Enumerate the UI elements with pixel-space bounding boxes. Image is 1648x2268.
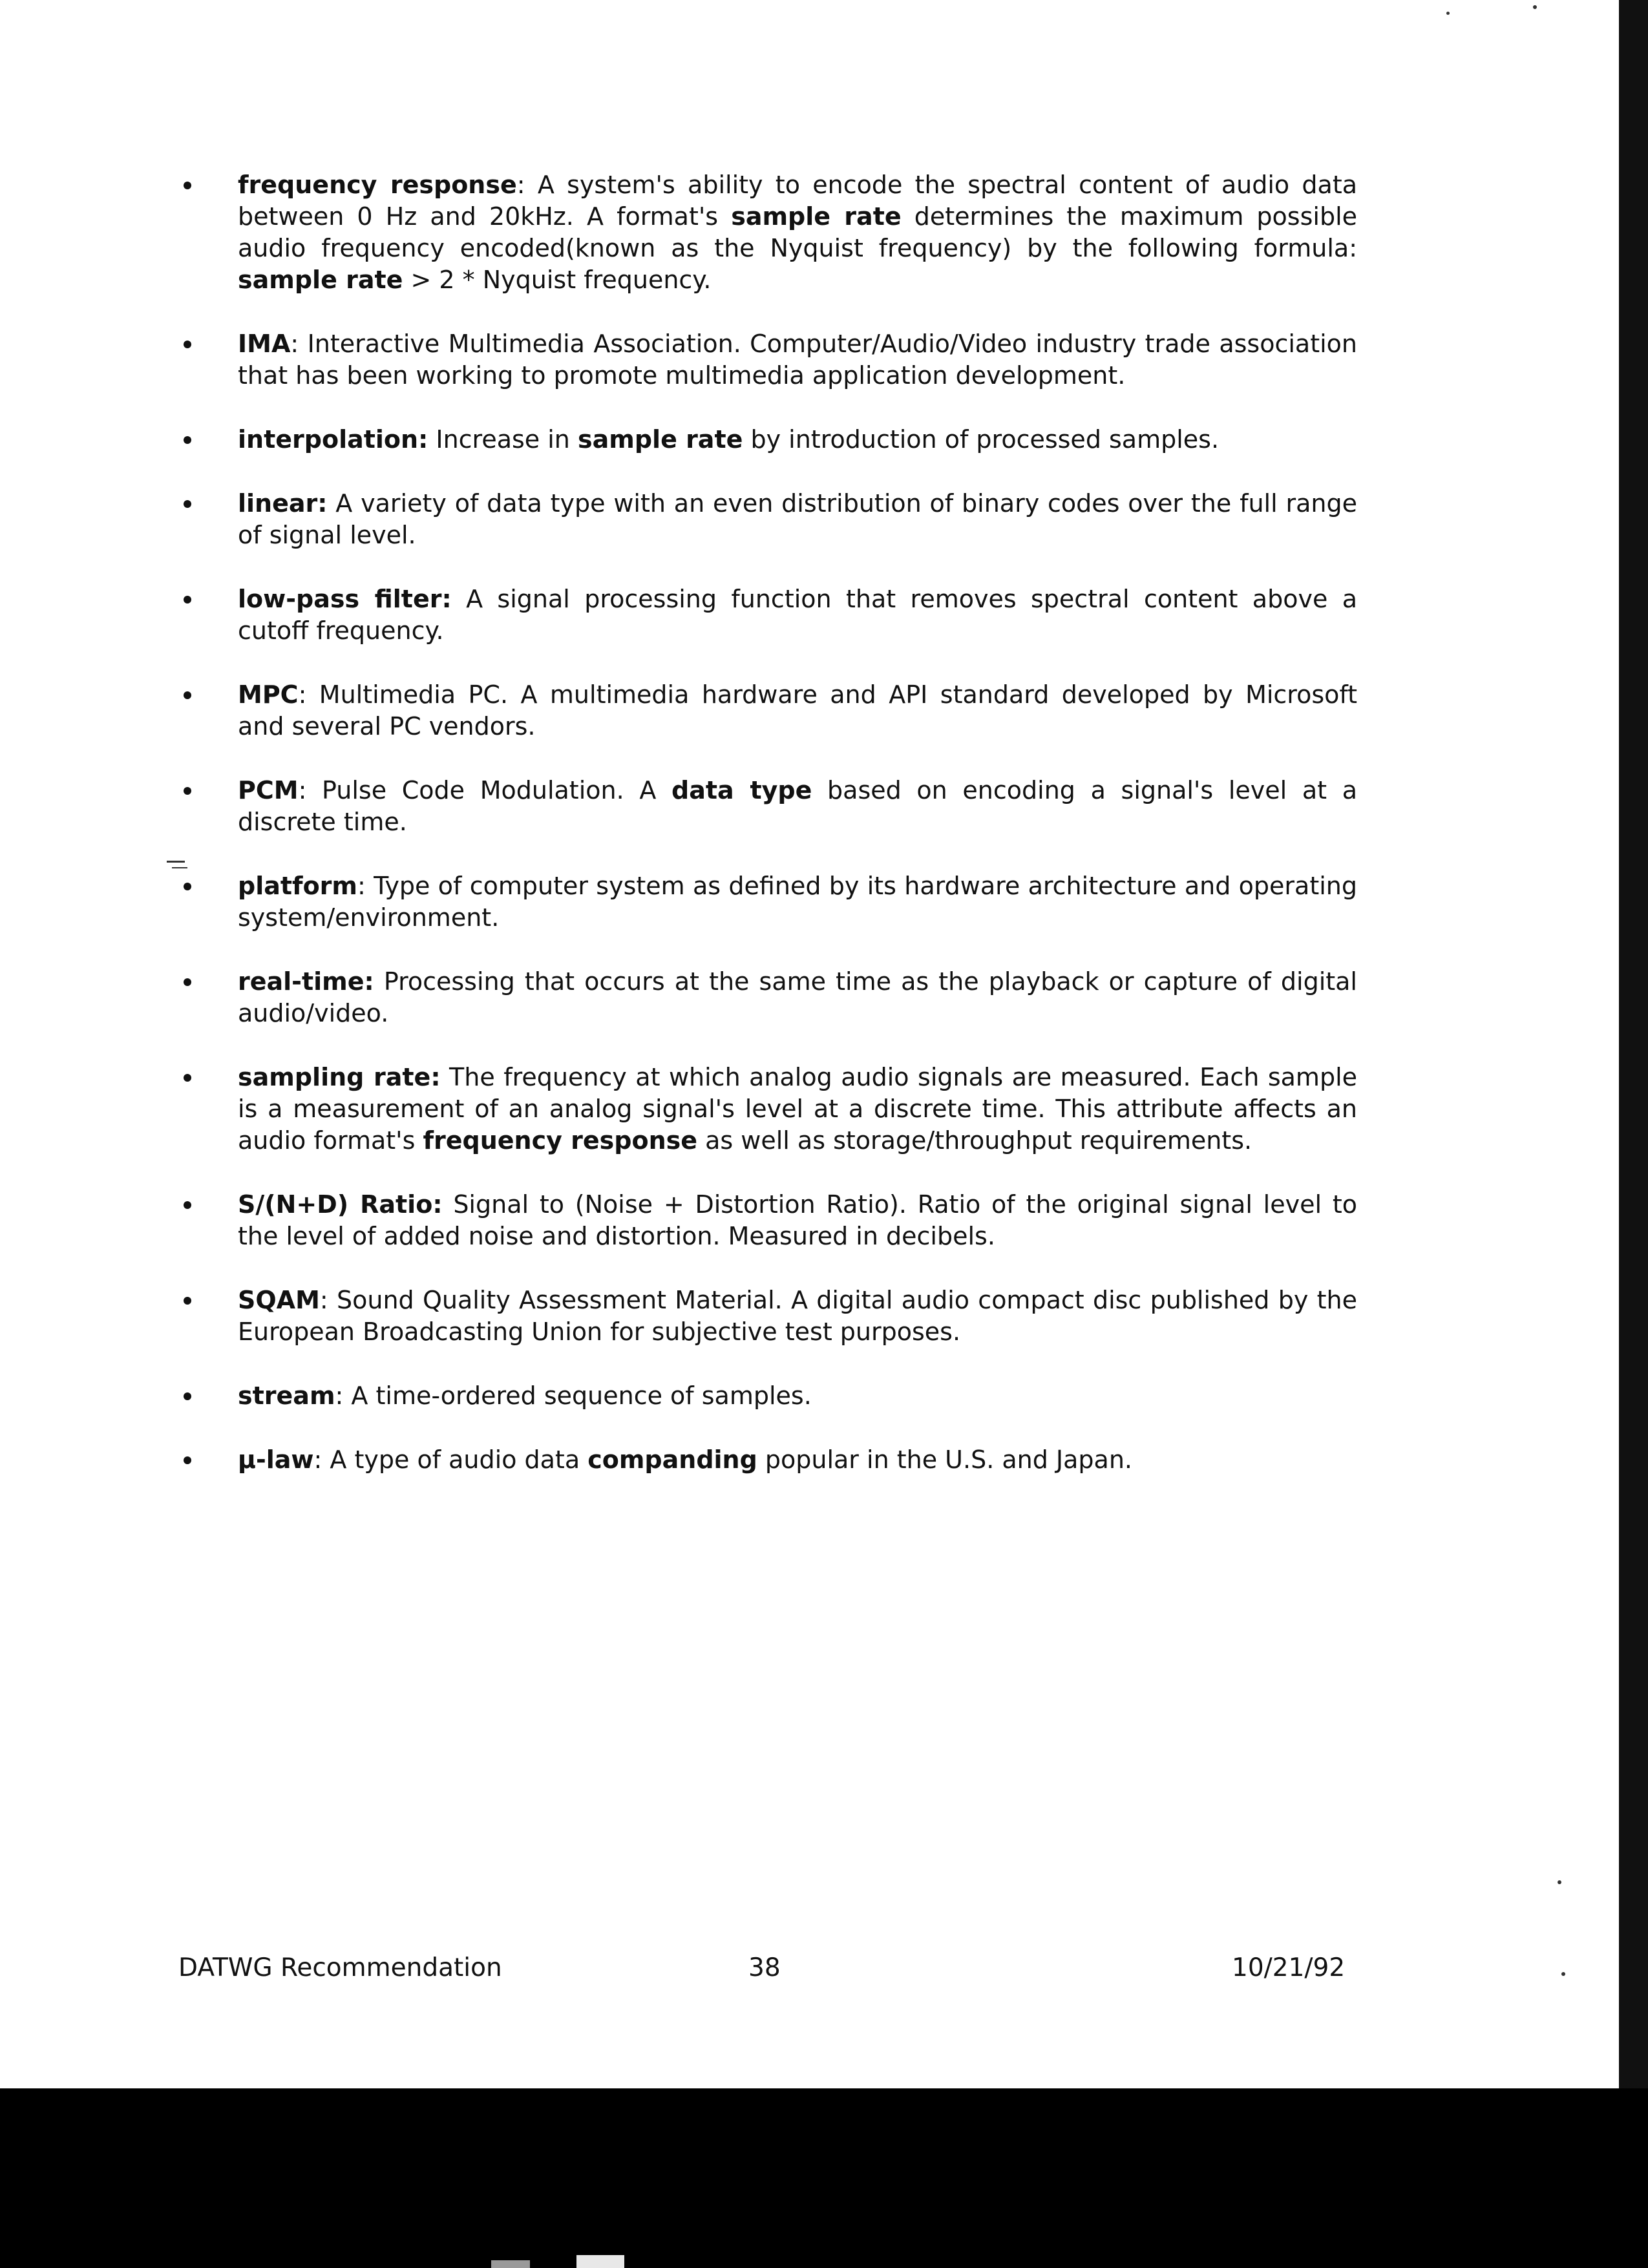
glossary-term: IMA: [238, 330, 291, 358]
glossary-term: interpolation:: [238, 425, 428, 454]
bullet-icon: [184, 691, 191, 699]
glossary-definition: : Pulse Code Modulation. A: [298, 776, 671, 804]
glossary-entry: [173, 424, 1357, 456]
glossary-emphasis: data type: [671, 776, 812, 804]
glossary-term: µ-law: [238, 1445, 314, 1474]
bullet-icon: [184, 596, 191, 604]
scan-artifact-bottom: [576, 2255, 624, 2268]
glossary-entry: [173, 488, 1357, 551]
glossary-term: MPC: [238, 680, 299, 709]
glossary-term: S/(N+D) Ratio:: [238, 1190, 443, 1219]
glossary-term: PCM: [238, 776, 299, 804]
glossary-definition: Processing that occurs at the same time as the playback or capture of digital audio/video.: [238, 967, 1357, 1027]
scan-mark-left-2: [172, 867, 187, 868]
glossary-entry: [173, 775, 1357, 838]
bullet-icon: [184, 341, 191, 348]
glossary-definition: The frequency at which analog audio signals are measured. Each sample is a measurement of an analog signal's level at a discrete time. This attribute affects an audio format's: [238, 1063, 1358, 1155]
glossary-entry: [173, 169, 1357, 296]
glossary-term: frequency response: [238, 171, 517, 199]
bullet-icon: [184, 182, 191, 189]
glossary-entry: [173, 328, 1357, 392]
bullet-icon: [184, 1297, 191, 1305]
glossary-term: linear:: [238, 489, 328, 518]
glossary-definition: determines the maximum possible audio frequency encoded(known as the Nyquist frequency) by the following formula:: [238, 202, 1358, 262]
glossary-definition: : Multimedia PC. A multimedia hardware and API standard developed by Microsoft and several PC vendors.: [238, 680, 1357, 740]
glossary-definition: Signal to (Noise + Distortion Ratio). Ratio of the original signal level to the level of added noise and distortion. Measured in decibels.: [238, 1190, 1357, 1250]
scan-dot-top-right: [1533, 5, 1537, 9]
glossary-definition: Increase in: [428, 425, 578, 454]
glossary-definition: by introduction of processed samples.: [743, 425, 1220, 454]
bullet-icon: [184, 1456, 191, 1464]
footer-document-title: DATWG Recommendation: [178, 1953, 502, 1982]
scan-mark-left: [167, 861, 185, 863]
scan-right-edge: [1619, 0, 1648, 2088]
glossary-emphasis: sample rate: [238, 266, 403, 294]
glossary-term: SQAM: [238, 1286, 320, 1314]
footer-page-number: 38: [748, 1953, 781, 1982]
glossary-definition: : A time-ordered sequence of samples.: [335, 1381, 812, 1410]
scan-artifact-bottom-2: [491, 2260, 530, 2268]
glossary-term: stream: [238, 1381, 335, 1410]
glossary-entry: [173, 870, 1357, 934]
glossary-definition: : A type of audio data: [313, 1445, 588, 1474]
glossary-term: platform: [238, 872, 358, 900]
glossary-term: low-pass filter:: [238, 585, 452, 613]
glossary-entry: [173, 966, 1357, 1029]
bullet-icon: [184, 436, 191, 444]
glossary-definition: A variety of data type with an even distribution of binary codes over the full range of signal level.: [238, 489, 1357, 549]
bullet-icon: [184, 1074, 191, 1082]
bullet-icon: [184, 883, 191, 890]
glossary-term: sampling rate:: [238, 1063, 441, 1091]
glossary-emphasis: frequency response: [423, 1126, 698, 1155]
glossary-entry: [173, 1189, 1357, 1252]
glossary-emphasis: sample rate: [577, 425, 743, 454]
glossary-entry: [173, 1444, 1357, 1476]
bullet-icon: [184, 1392, 191, 1400]
glossary-definition: as well as storage/throughput requirements.: [697, 1126, 1252, 1155]
glossary-definition: : Sound Quality Assessment Material. A digital audio compact disc published by the European Broadcasting Union for subjective test purposes.: [238, 1286, 1357, 1346]
glossary-entry: [173, 1285, 1357, 1348]
glossary-definition: based on encoding a signal's level at a discrete time.: [238, 776, 1358, 836]
bullet-icon: [184, 1201, 191, 1209]
footer-date: 10/21/92: [1232, 1953, 1346, 1982]
bullet-icon: [184, 787, 191, 795]
bullet-icon: [184, 500, 191, 508]
scan-dot-right: [1558, 1880, 1561, 1884]
bullet-icon: [184, 978, 191, 986]
glossary-definition: A signal processing function that removes spectral content above a cutoff frequency.: [238, 585, 1357, 645]
glossary-emphasis: sample rate: [731, 202, 902, 231]
scan-dot-top-right-2: [1446, 12, 1450, 15]
scan-dot-right-2: [1561, 1972, 1565, 1976]
glossary-entry: [173, 1380, 1357, 1412]
glossary-list: [173, 169, 1357, 1508]
glossary-entry: [173, 679, 1357, 742]
glossary-definition: : A system's ability to encode the spectral content of audio data between 0 Hz and 20kHz. A format's: [238, 171, 1358, 231]
glossary-definition: : Interactive Multimedia Association. Computer/Audio/Video industry trade association that has been working to promote multimedia application development.: [238, 330, 1357, 390]
glossary-definition: > 2 * Nyquist frequency.: [403, 266, 712, 294]
glossary-emphasis: companding: [587, 1445, 757, 1474]
glossary-entry: [173, 583, 1357, 647]
glossary-definition: : Type of computer system as defined by its hardware architecture and operating system/environment.: [238, 872, 1357, 932]
glossary-definition: popular in the U.S. and Japan.: [757, 1445, 1132, 1474]
glossary-term: real-time:: [238, 967, 374, 996]
glossary-entry: [173, 1062, 1357, 1157]
